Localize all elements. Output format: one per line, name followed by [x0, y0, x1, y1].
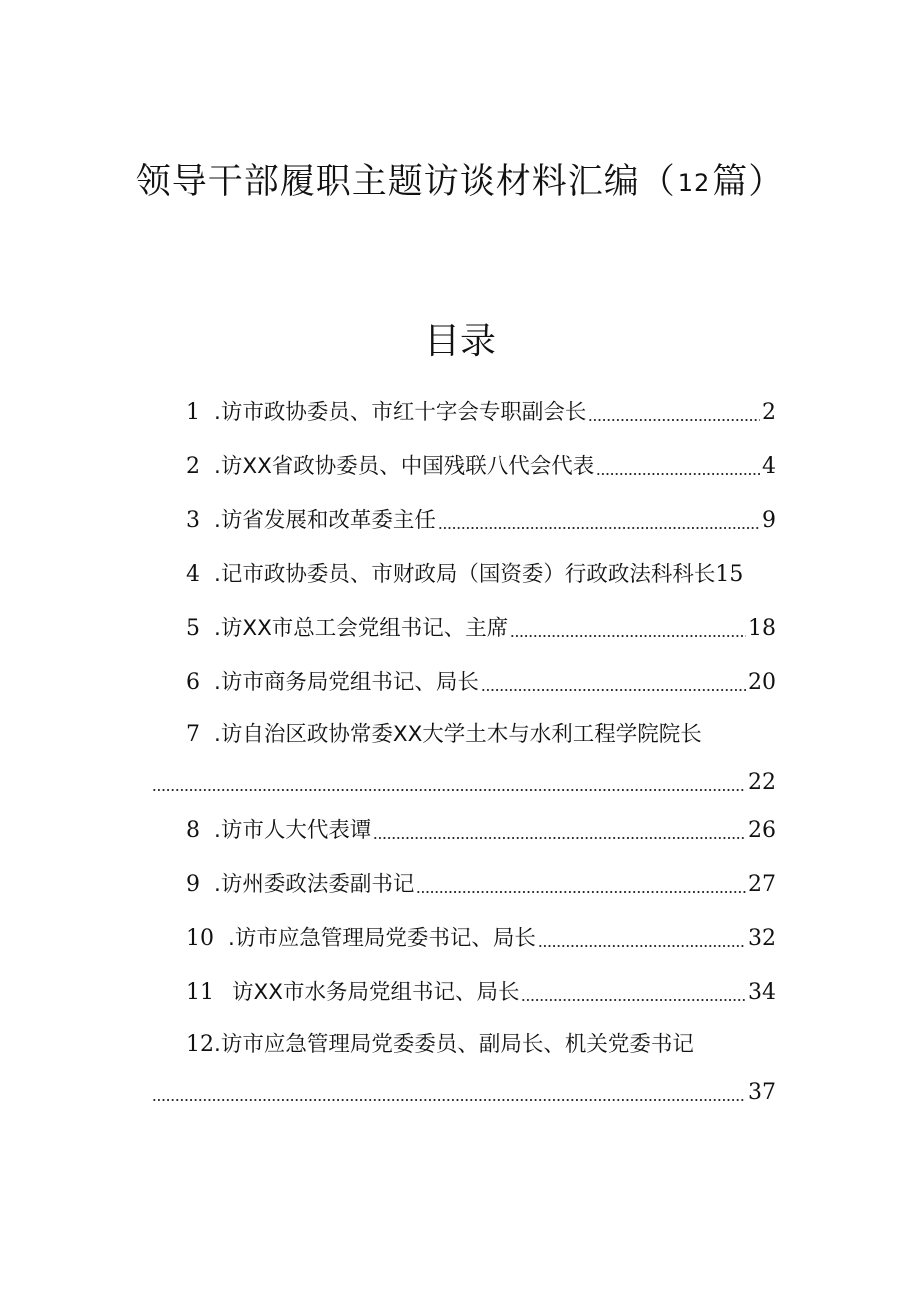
- toc-number: 4: [186, 562, 200, 587]
- toc-page-number: 9: [762, 508, 776, 533]
- document-title: [0, 158, 920, 207]
- toc-entry-6[interactable]: [186, 666, 776, 700]
- title-suffix: 篇）: [712, 162, 785, 202]
- toc-page-number: 34: [748, 980, 776, 1005]
- dot-leader: [152, 1092, 746, 1104]
- toc-heading: 目录: [423, 321, 496, 362]
- toc-number: 9: [186, 872, 200, 897]
- toc-entry-7[interactable]: [186, 718, 702, 752]
- title-prefix: 领导干部履职主题访谈材料汇编（: [135, 162, 676, 202]
- toc-title: .访省发展和改革委主任: [214, 508, 436, 533]
- toc-number: 10: [186, 926, 214, 951]
- toc-entry-12-continuation[interactable]: [150, 1076, 776, 1110]
- toc-number: 6: [186, 670, 200, 695]
- toc-title: .访市商务局党组书记、局长: [214, 670, 479, 695]
- toc-title: .访市人大代表谭: [214, 818, 372, 843]
- toc-page-number: 37: [748, 1080, 776, 1105]
- toc-entry-12[interactable]: [186, 1028, 694, 1062]
- toc-title: .访XX市总工会党组书记、主席: [214, 616, 509, 641]
- toc-number: 7: [186, 722, 200, 747]
- toc-page-number: 32: [748, 926, 776, 951]
- toc-page-number: 27: [748, 872, 776, 897]
- toc-number: 11: [186, 980, 214, 1005]
- title-count: 12: [677, 169, 711, 197]
- dot-leader: [521, 992, 746, 1004]
- toc-number: 8: [186, 818, 200, 843]
- dot-leader: [588, 412, 760, 424]
- toc-entry-9[interactable]: [186, 868, 776, 902]
- toc-number: 1: [186, 400, 200, 425]
- dot-leader: [373, 830, 746, 842]
- toc-page-number: 26: [748, 818, 776, 843]
- toc-entry-11[interactable]: [186, 976, 776, 1010]
- toc-title: .访市应急管理局党委书记、局长: [228, 926, 536, 951]
- toc-title: .访市政协委员、市红十字会专职副会长: [214, 400, 587, 425]
- dot-leader: [510, 628, 746, 640]
- toc-entry-3[interactable]: [186, 504, 776, 538]
- toc-title: .访自治区政协常委XX大学土木与水利工程学院院长: [214, 722, 702, 747]
- toc-page-number: 2: [762, 400, 776, 425]
- toc-title: .记市政协委员、市财政局（国资委）行政政法科科长: [214, 562, 716, 587]
- dot-leader: [438, 520, 760, 532]
- toc-number: 2: [186, 454, 200, 479]
- toc-entry-2[interactable]: [186, 450, 776, 484]
- toc-number: 3: [186, 508, 200, 533]
- dot-leader: [416, 884, 746, 896]
- toc-entry-4[interactable]: [186, 558, 784, 592]
- toc-page-number: 18: [748, 616, 776, 641]
- toc-number: 5: [186, 616, 200, 641]
- dot-leader: [152, 782, 746, 794]
- toc-title: .访市应急管理局党委委员、副局长、机关党委书记: [214, 1032, 694, 1057]
- toc-entry-10[interactable]: [186, 922, 776, 956]
- toc-entry-7-continuation[interactable]: [150, 766, 776, 800]
- toc-entry-5[interactable]: [186, 612, 776, 646]
- toc-number: 12: [186, 1032, 214, 1057]
- dot-leader: [481, 682, 746, 694]
- toc-page-number: 15: [715, 562, 744, 587]
- toc-title: .访XX省政协委员、中国残联八代会代表: [214, 454, 595, 479]
- dot-leader: [596, 466, 760, 478]
- dot-leader: [538, 938, 746, 950]
- toc-title: 访XX市水务局党组书记、局长: [232, 980, 520, 1005]
- toc-page-number: 22: [748, 770, 776, 795]
- toc-entry-8[interactable]: [186, 814, 776, 848]
- toc-entry-1[interactable]: [186, 396, 776, 430]
- toc-page-number: 20: [748, 670, 776, 695]
- toc-title: .访州委政法委副书记: [214, 872, 415, 897]
- toc-page-number: 4: [762, 454, 776, 479]
